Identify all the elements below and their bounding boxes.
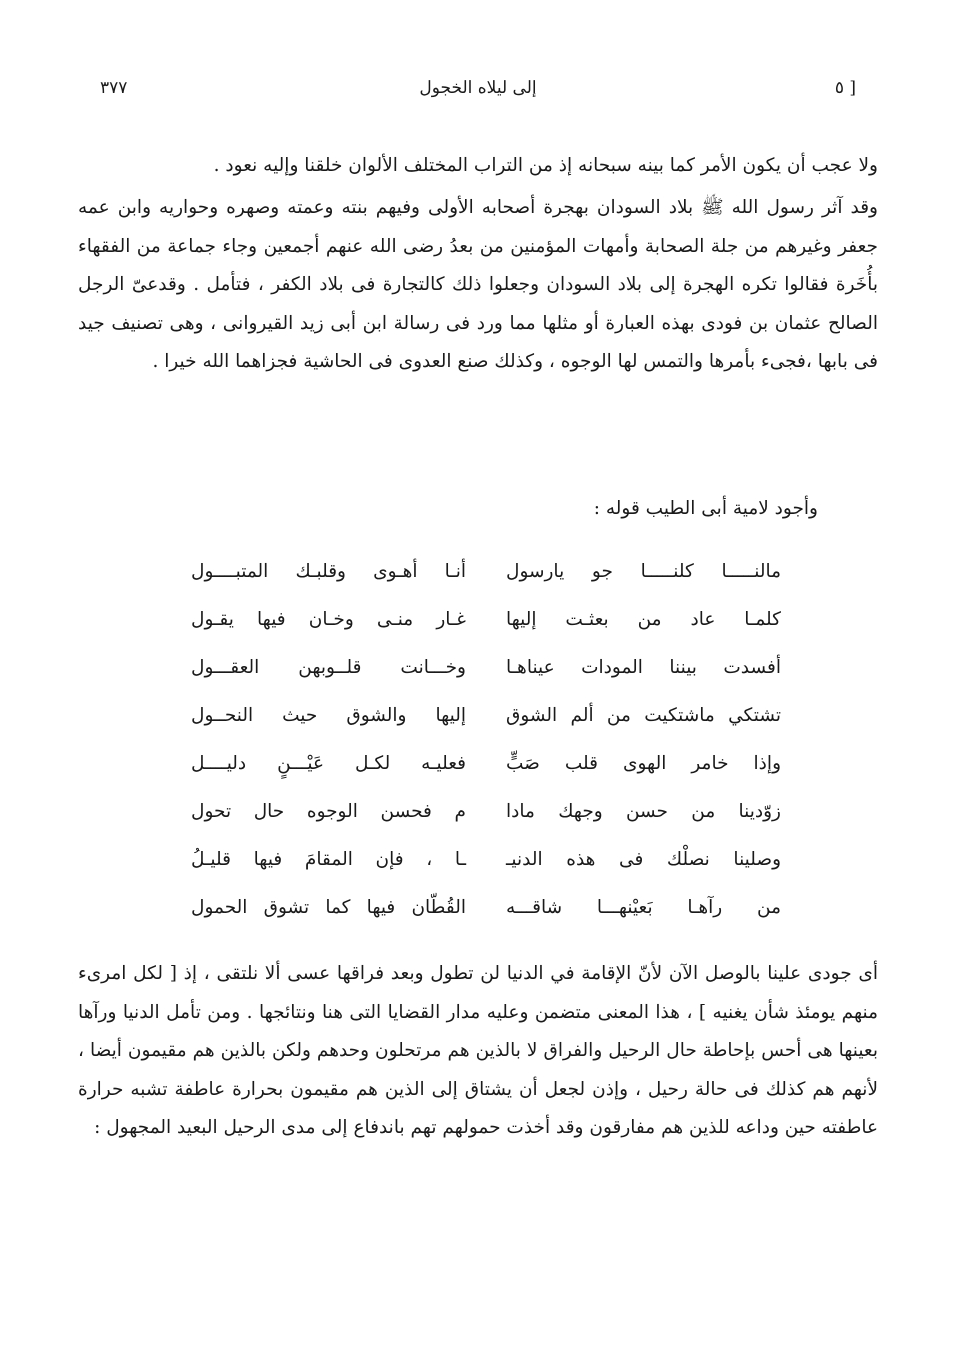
verse-first-hemistich: مالنـــــا كلنـــــا جو يارسول bbox=[506, 561, 781, 582]
verse-second-hemistich: غـار منـى وخـان فيها يقـول bbox=[191, 609, 466, 630]
poem-intro: وأجود لامية أبى الطيب قوله : bbox=[593, 498, 818, 519]
paragraph-text: وقد آثر رسول الله ﷺ بلاد السودان بهجرة أصحابه الأولى وفيهم بنته وعمته وصهره وحواريه وابن عمه جعفر وغيرهم من جلة الصحابة وأمهات المؤمنين من بعدُ رضى الله عنهم أجمعين وجاء جماعة من الفقهاء بأُخَرة فقالوا تكره الهجرة إلى بلاد السودان وجعلوا ذلك كالتجارة فى بلاد الكفر ، فتأمل . وقدعىّ الرجل الصالح عثمان بن فودى بهذه العبارة أو مثلها مما ورد فى رسالة ابن أبى زيد القيروانى ، وهى تصنيف جيد فى بابها ،فجىء بأمرها والتمس لها الوجوه ، وكذلك صنع العدوى فى الحاشية فجزاهما الله خيرا . bbox=[78, 197, 878, 372]
verse-second-hemistich: وخـــانت قلــوبهن العقـــول bbox=[191, 657, 466, 678]
poem-verse bbox=[191, 692, 781, 740]
paragraph-hijra bbox=[78, 189, 878, 382]
running-header bbox=[100, 78, 856, 108]
verse-second-hemistich: إليها والشوق حيث النحــول bbox=[191, 705, 466, 726]
verse-first-hemistich: من رآهـا بَعيْنهـــا شاقـــه bbox=[506, 897, 781, 918]
poem-verse bbox=[191, 740, 781, 788]
paragraph-text: أى جودى علينا بالوصل الآن لأنّ الإقامة في الدنيا لن تطول وبعد فراقها عسى ألا نلتقى ، إذ [ لكل امرىء منهم يومئذ شأن يغنيه ] ، هذا المعنى متضمن وعليه مدار القضايا التى هنا ونتائجها . ومن تأمل الدنيا ورآها بعينها هى أحس بإحاطة حال الرحيل والفراق لا بالذين هم مرتحلون وحدهم ولكن بالذين هم مقيمون أيضا ، لأنهم هم كذلك فى حالة رحيل ، وإذن لجعل أن يشتاق إلى الذين هم مقيمون بحرارة عاطفة تشبه حرارة عاطفته حين وداعه للذين هم مفارقون وقد أخذت حمولهم تهم باندفاع إلى مدى الرحيل البعيد المجهول : bbox=[78, 963, 878, 1138]
verse-second-hemistich: ـا ، فإن المقامَ فيها قليـلُ bbox=[191, 849, 466, 870]
running-title: إلى ليلاه الخجول bbox=[419, 78, 537, 98]
poem-verse bbox=[191, 548, 781, 596]
verse-first-hemistich: وإذا خامر الهوى قلب صَبٍّ bbox=[506, 753, 781, 774]
page-number: ٣٧٧ bbox=[100, 78, 128, 98]
poem-verse bbox=[191, 836, 781, 884]
chapter-marker: [ ٥ bbox=[834, 78, 856, 98]
verse-first-hemistich: تشتكي ماشتكيت من ألم الشوق bbox=[506, 705, 781, 726]
verse-second-hemistich: فعليـه لكـل عَيْـــنٍ دليــــل bbox=[191, 753, 466, 774]
poem bbox=[191, 548, 781, 932]
verse-first-hemistich: زوّدينا من حسن وجهك مادا bbox=[506, 801, 781, 822]
paragraph-commentary bbox=[78, 955, 878, 1148]
paragraph-opening bbox=[78, 147, 878, 186]
verse-first-hemistich: وصلينا نصلْك فى هذه الدنيـ bbox=[506, 849, 781, 870]
verse-second-hemistich: م فحسن الوجوه حال تحول bbox=[191, 801, 466, 822]
verse-first-hemistich: كلمـا عاد من بعثـت إليها bbox=[506, 609, 781, 630]
paragraph-text: ولا عجب أن يكون الأمر كما بينه سبحانه إذ من التراب المختلف الألوان خلقنا وإليه نعود . bbox=[213, 155, 878, 176]
poem-verse bbox=[191, 884, 781, 932]
poem-verse bbox=[191, 788, 781, 836]
verse-first-hemistich: أفسدت بيننا المودات عيناهـا bbox=[506, 657, 781, 678]
poem-verse bbox=[191, 596, 781, 644]
poem-verse bbox=[191, 644, 781, 692]
verse-second-hemistich: القُطّان فيها كما تشوق الحمول bbox=[191, 897, 466, 918]
verse-second-hemistich: أنـا أهـوى وقلبـك المتبــــول bbox=[191, 561, 466, 582]
